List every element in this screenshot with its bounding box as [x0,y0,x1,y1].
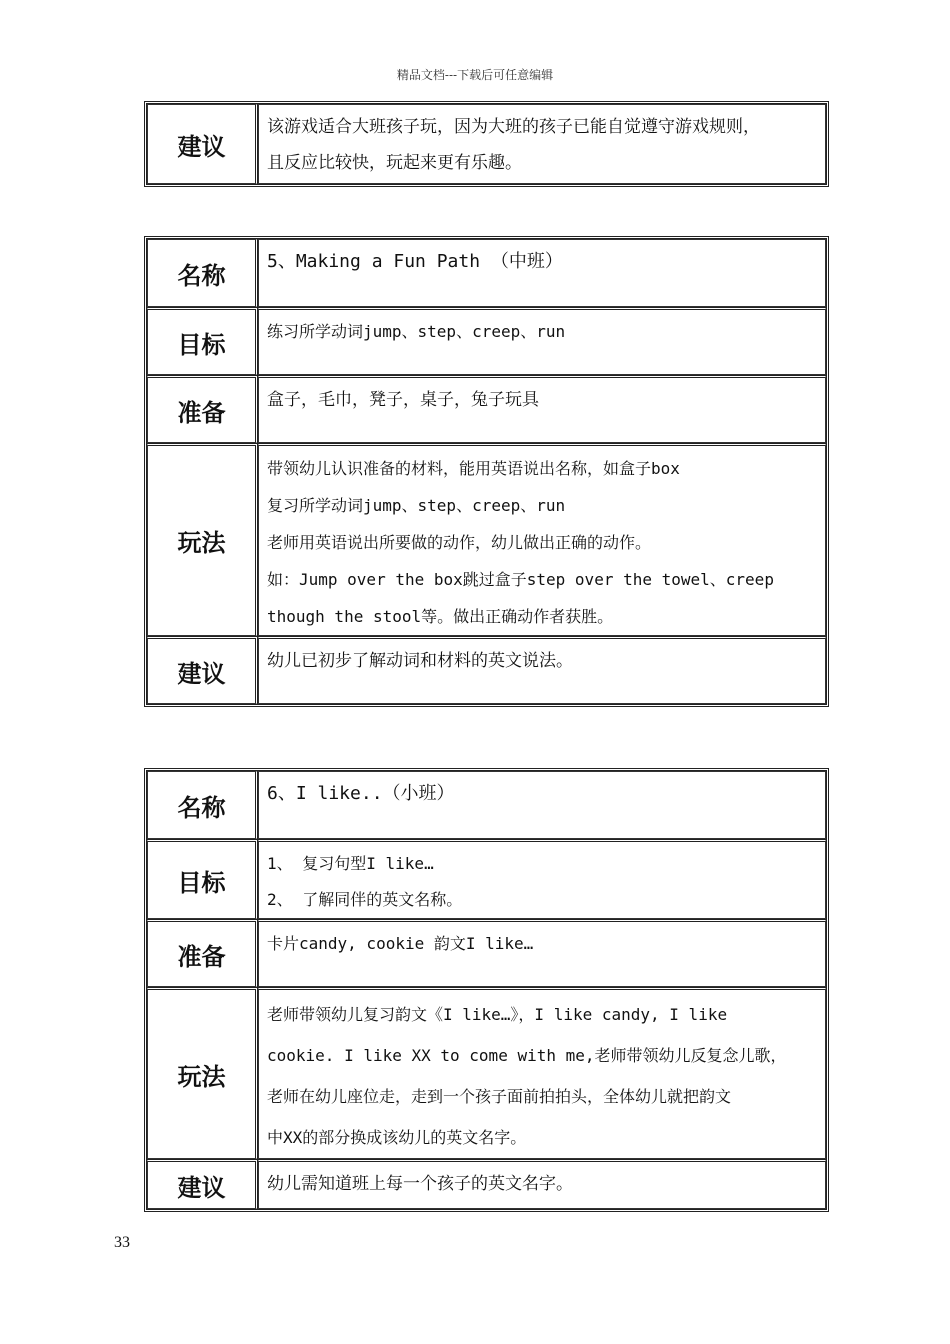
content-line: cookie. I like XX to come with me,老师带领幼儿反复念儿歌， [267,1046,787,1065]
row-label-goal: 目标 [147,307,258,375]
content-line: 练习所学动词jump、step、creep、run [267,322,566,341]
table-row [147,839,826,919]
content-line: 5、Making a Fun Path （中班） [267,251,563,272]
row-content-suggestion [258,636,826,704]
row-content-suggestion [258,1159,826,1209]
activity-table-2 [144,236,829,707]
content-line: 如：Jump over the box跳过盒子step over the towel、creep [267,570,774,589]
row-content-preparation [258,375,826,443]
content-line: 且反应比较快，玩起来更有乐趣。 [267,153,522,173]
row-label-gameplay: 玩法 [147,987,258,1159]
content-line: 老师用英语说出所要做的动作，幼儿做出正确的动作。 [267,533,652,552]
row-label-suggestion: 建议 [147,104,258,184]
content-line: 老师在幼儿座位走，走到一个孩子面前拍拍头，全体幼儿就把韵文 [267,1087,732,1106]
row-label-goal: 目标 [147,839,258,919]
row-content-gameplay [258,987,826,1159]
row-content-name [258,239,826,307]
page-header: 精品文档---下载后可任意编辑 [396,68,554,82]
row-label-gameplay: 玩法 [147,443,258,636]
table-row [147,987,826,1159]
row-label-suggestion: 建议 [147,636,258,704]
content-line: though the stool等。做出正确动作者获胜。 [267,607,614,626]
table-row [147,307,826,375]
row-label-preparation: 准备 [147,919,258,987]
table-row [147,443,826,636]
content-line: 老师带领幼儿复习韵文《I like…》，I like candy, I like [267,1005,728,1024]
row-label-suggestion: 建议 [147,1159,258,1209]
activity-table-3 [144,768,829,1212]
content-line: 6、I like..（小班） [267,783,455,804]
row-label-name: 名称 [147,771,258,839]
content-line: 幼儿需知道班上每一个孩子的英文名字。 [267,1174,573,1194]
table-row [147,636,826,704]
content-line: 带领幼儿认识准备的材料，能用英语说出名称，如盒子box [267,459,680,478]
content-line: 2、 了解同伴的英文名称。 [267,890,463,909]
table-row [147,239,826,307]
content-line: 盒子，毛巾，凳子，桌子，兔子玩具 [267,390,539,410]
content-line: 该游戏适合大班孩子玩，因为大班的孩子已能自觉遵守游戏规则， [267,117,760,137]
content-line: 卡片candy, cookie 韵文I like… [267,934,534,953]
table-row [147,1159,826,1209]
table-row [147,104,826,184]
row-content-preparation [258,919,826,987]
content-line: 复习所学动词jump、step、creep、run [267,496,566,515]
content-line: 1、 复习句型I like… [267,854,434,873]
table-row [147,919,826,987]
content-line: 中XX的部分换成该幼儿的英文名字。 [267,1128,527,1147]
row-content-gameplay [258,443,826,636]
row-content-suggestion [258,104,826,184]
table-row [147,375,826,443]
content-line: 幼儿已初步了解动词和材料的英文说法。 [267,651,573,671]
activity-table-1 [144,101,829,187]
row-label-preparation: 准备 [147,375,258,443]
row-content-goal [258,839,826,919]
row-content-name [258,771,826,839]
row-label-name: 名称 [147,239,258,307]
page-number: 33 [114,1234,130,1251]
table-row [147,771,826,839]
row-content-goal [258,307,826,375]
